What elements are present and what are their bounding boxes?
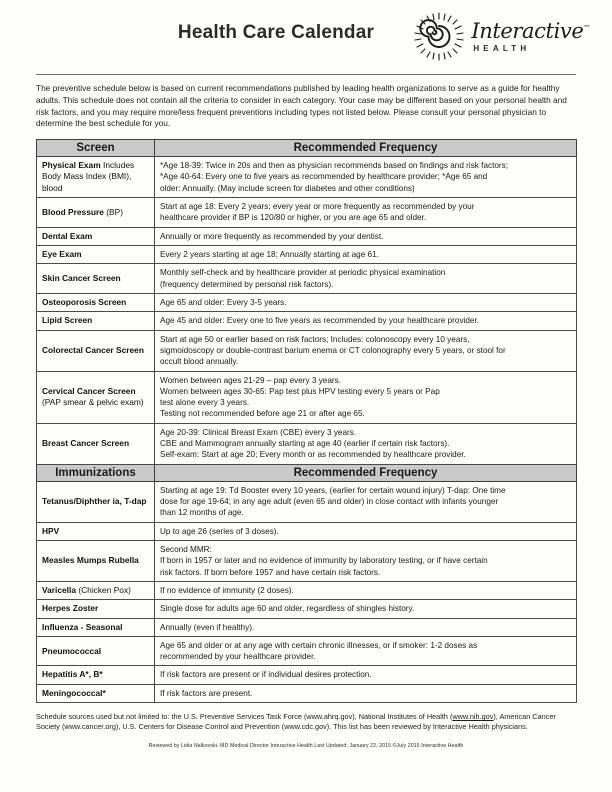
row-frequency <box>155 157 577 198</box>
row-frequency <box>155 636 577 666</box>
frequency-line: CBE and Mammogram annually starting at age 40 (earlier if certain risk factors). <box>160 439 450 449</box>
trademark-symbol: ™ <box>583 24 590 32</box>
row-label <box>37 600 155 618</box>
frequency-line: Age 45 and older: Every one to five years as recommended by your healthcare provider. <box>160 316 480 326</box>
section-header-category: Screen <box>37 140 155 157</box>
section-header-frequency: Recommended Frequency <box>155 464 577 481</box>
frequency-line: Age 20-39: Clinical Breast Exam (CBE) every 3 years. <box>160 427 357 437</box>
frequency-line: Single dose for adults age 60 and older, regardless of shingles history. <box>160 604 415 614</box>
row-label-main: Influenza - Seasonal <box>42 621 123 632</box>
frequency-line: Up to age 26 (series of 3 doses). <box>160 526 279 536</box>
frequency-line: recommended by your healthcare provider. <box>160 652 316 662</box>
row-label-main: HPV <box>42 525 60 536</box>
header-divider <box>36 74 576 75</box>
sources-note: Schedule sources used but not limited to: the U.S. Preventive Services Task Force (www.ahrq.gov), National Institutes of Health (www.nih.gov), American Cancer Society (www.cancer.org), U.S. Centers for Disease Control and Prevention (www.cdc.gov). This list has been reviewed by Interactive Health physicians. <box>36 712 556 732</box>
table-row <box>37 581 577 599</box>
table-row <box>37 157 577 198</box>
frequency-line: *Age 40-64: Every one to five years as recommended by healthcare provider; *Age 65 and <box>160 172 488 182</box>
logo-subtitle: HEALTH <box>473 44 531 53</box>
frequency-line: Monthly self-check and by healthcare provider at periodic physical examination <box>160 268 446 278</box>
row-label-main: Dental Exam <box>42 230 93 241</box>
row-label-main: Blood Pressure <box>42 206 104 217</box>
row-label <box>37 227 155 245</box>
row-label-main: Cervical Cancer Screen <box>42 385 136 396</box>
row-label <box>37 684 155 702</box>
row-label <box>37 293 155 311</box>
brand-logo <box>414 12 590 62</box>
row-frequency <box>155 581 577 599</box>
frequency-line: Starting at age 19: Td Booster every 10 years, (earlier for certain wound injury) T-dap: One time <box>160 485 506 495</box>
frequency-line: Women between ages 21-29 – pap every 3 years. <box>160 375 341 385</box>
row-label-main: Colorectal Cancer Screen <box>42 344 144 355</box>
frequency-line: Self-exam: Start at age 20; Every month or as recommended by healthcare provider. <box>160 450 466 460</box>
table-row <box>37 618 577 636</box>
frequency-line: Every 2 years starting at age 18; Annually starting at age 61. <box>160 250 379 259</box>
row-frequency <box>155 312 577 330</box>
section-header-frequency: Recommended Frequency <box>155 140 577 157</box>
table-row <box>37 227 577 245</box>
row-label-main: Physical Exam <box>42 160 101 171</box>
frequency-line: older: Annually. (May include screen for diabetes and other conditions) <box>160 183 415 193</box>
row-label-main: Breast Cancer Screen <box>42 438 130 449</box>
frequency-line: If born in 1957 or later and no evidence of immunity by laboratory testing, or if have certain <box>160 556 488 566</box>
row-label <box>37 330 155 371</box>
frequency-line: Start at age 18: Every 2 years; every year or more frequently as recommended by your <box>160 202 475 212</box>
review-credit: Reviewed by Lidia Nalkovski, MD Medical Director Interactive Health Last Updated: January 22, 2015 ©July 2015 Interactive Health <box>148 743 464 750</box>
intro-paragraph: The preventive schedule below is based on current recommendations published by leading health organizations to serve as a guide for healthy adults. This schedule does not contain all the criteria to consider in each category. Your case may be different based on your personal health and risk factors, and you may require more/less frequent preventions including types not listed below. Please consult your personal physician to determine the best schedule for you. <box>36 83 567 129</box>
row-label <box>37 581 155 599</box>
row-frequency <box>155 684 577 702</box>
row-label-main: Measles Mumps Rubella <box>42 555 139 566</box>
section-header-row <box>37 464 577 481</box>
row-label-main: Skin Cancer Screen <box>42 273 121 283</box>
row-label <box>37 423 155 464</box>
sun-spiral-icon <box>414 12 464 62</box>
table-row <box>37 312 577 330</box>
row-label-note: Includes Body Mass Index (BMI), blood <box>42 160 135 193</box>
row-frequency <box>155 293 577 311</box>
frequency-line: (frequency determined by personal risk factors). <box>160 279 334 289</box>
row-label <box>37 312 155 330</box>
frequency-line: Age 65 and older or at any age with certain chronic illnesses, or if smoker: 1-2 doses as <box>160 640 478 650</box>
row-label-note: (PAP smear & pelvic exam) <box>42 397 144 408</box>
frequency-line: dose for age 19-64; in any age adult (even 65 and older) in close contact with infants younger <box>160 497 499 506</box>
row-label <box>37 371 155 423</box>
row-frequency <box>155 666 577 684</box>
frequency-line: If risk factors are present or if individual desires protection. <box>160 670 372 680</box>
frequency-line: risk factors. If born before 1957 and have certain risk factors. <box>160 567 381 577</box>
frequency-line: occult blood annually. <box>160 357 239 367</box>
table-row <box>37 246 577 264</box>
row-label-main: Meningococcal* <box>42 687 106 698</box>
table-row <box>37 293 577 311</box>
row-frequency <box>155 330 577 371</box>
table-row <box>37 540 577 581</box>
row-label-note: (BP) <box>103 206 123 217</box>
table-row <box>37 666 577 684</box>
table-row <box>37 330 577 371</box>
frequency-line: Start at age 50 or earlier based on risk factors; Includes: colonoscopy every 10 years, <box>160 334 470 344</box>
frequency-line: Age 65 and older: Every 3-5 years. <box>160 297 287 307</box>
row-frequency <box>155 198 577 228</box>
row-label <box>37 246 155 264</box>
frequency-line: *Age 18-39: Twice in 20s and then as physician recommends based on findings and risk factors; <box>160 161 509 171</box>
table-row <box>37 522 577 540</box>
frequency-line: Second MMR: <box>160 544 212 554</box>
frequency-line: sigmoidoscopy or double-contrast barium enema or CT colonography every 5 years, or stool for <box>160 345 506 355</box>
logo-wordmark <box>471 21 590 53</box>
row-label-main: Lipid Screen <box>42 315 93 326</box>
document-header <box>0 0 612 72</box>
row-label <box>37 618 155 636</box>
row-label-main: Pneumococcal <box>42 645 102 656</box>
table-row <box>37 636 577 666</box>
frequency-line: Women between ages 30-65: Pap test plus HPV testing every 5 years or Pap <box>160 386 440 396</box>
row-label-main: Osteoporosis Screen <box>42 296 127 307</box>
schedule-table-body <box>37 140 577 703</box>
section-header-row <box>37 140 577 157</box>
logo-name: Interactive™ <box>471 19 590 43</box>
table-row <box>37 423 577 464</box>
frequency-line: Annually (even if healthy). <box>160 622 255 632</box>
schedule-table <box>36 139 577 703</box>
row-frequency <box>155 600 577 618</box>
row-label-note: (Chicken Pox) <box>76 584 131 595</box>
row-label-main: Tetanus/Diphther ia, T-dap <box>42 496 147 507</box>
row-label <box>37 481 155 522</box>
row-frequency <box>155 540 577 581</box>
row-frequency <box>155 227 577 245</box>
frequency-line: healthcare provider if BP is 120/80 or higher, or you are age 65 and older. <box>160 213 427 223</box>
table-row <box>37 371 577 423</box>
row-label <box>37 157 155 198</box>
row-label <box>37 540 155 581</box>
page-title: Health Care Calendar <box>177 22 375 43</box>
row-label-main: Eye Exam <box>42 249 82 260</box>
row-frequency <box>155 246 577 264</box>
row-label-main: Hepatitis A*, B* <box>42 669 103 680</box>
section-header-category: Immunizations <box>37 464 155 481</box>
table-row <box>37 600 577 618</box>
frequency-line: Annually or more frequently as recommended by your dentist. <box>160 231 384 241</box>
row-frequency <box>155 618 577 636</box>
table-row <box>37 264 577 294</box>
row-frequency <box>155 522 577 540</box>
row-label-main: Varicella <box>42 584 76 595</box>
row-label-main: Herpes Zoster <box>42 603 99 614</box>
row-label <box>37 522 155 540</box>
row-frequency <box>155 371 577 423</box>
frequency-line: If no evidence of immunity (2 doses). <box>160 585 294 595</box>
row-label <box>37 264 155 294</box>
frequency-line: test alone every 3 years. <box>160 398 250 408</box>
table-row <box>37 198 577 228</box>
frequency-line: Testing not recommended before age 21 or after age 65. <box>160 409 365 419</box>
row-label <box>37 666 155 684</box>
frequency-line: than 12 months of age. <box>160 508 244 518</box>
row-frequency <box>155 481 577 522</box>
nih-link[interactable]: www.nih.gov <box>452 712 494 722</box>
row-frequency <box>155 264 577 294</box>
frequency-line: If risk factors are present. <box>160 688 253 698</box>
table-row <box>37 684 577 702</box>
table-row <box>37 481 577 522</box>
row-frequency <box>155 423 577 464</box>
row-label <box>37 636 155 666</box>
row-label <box>37 198 155 228</box>
